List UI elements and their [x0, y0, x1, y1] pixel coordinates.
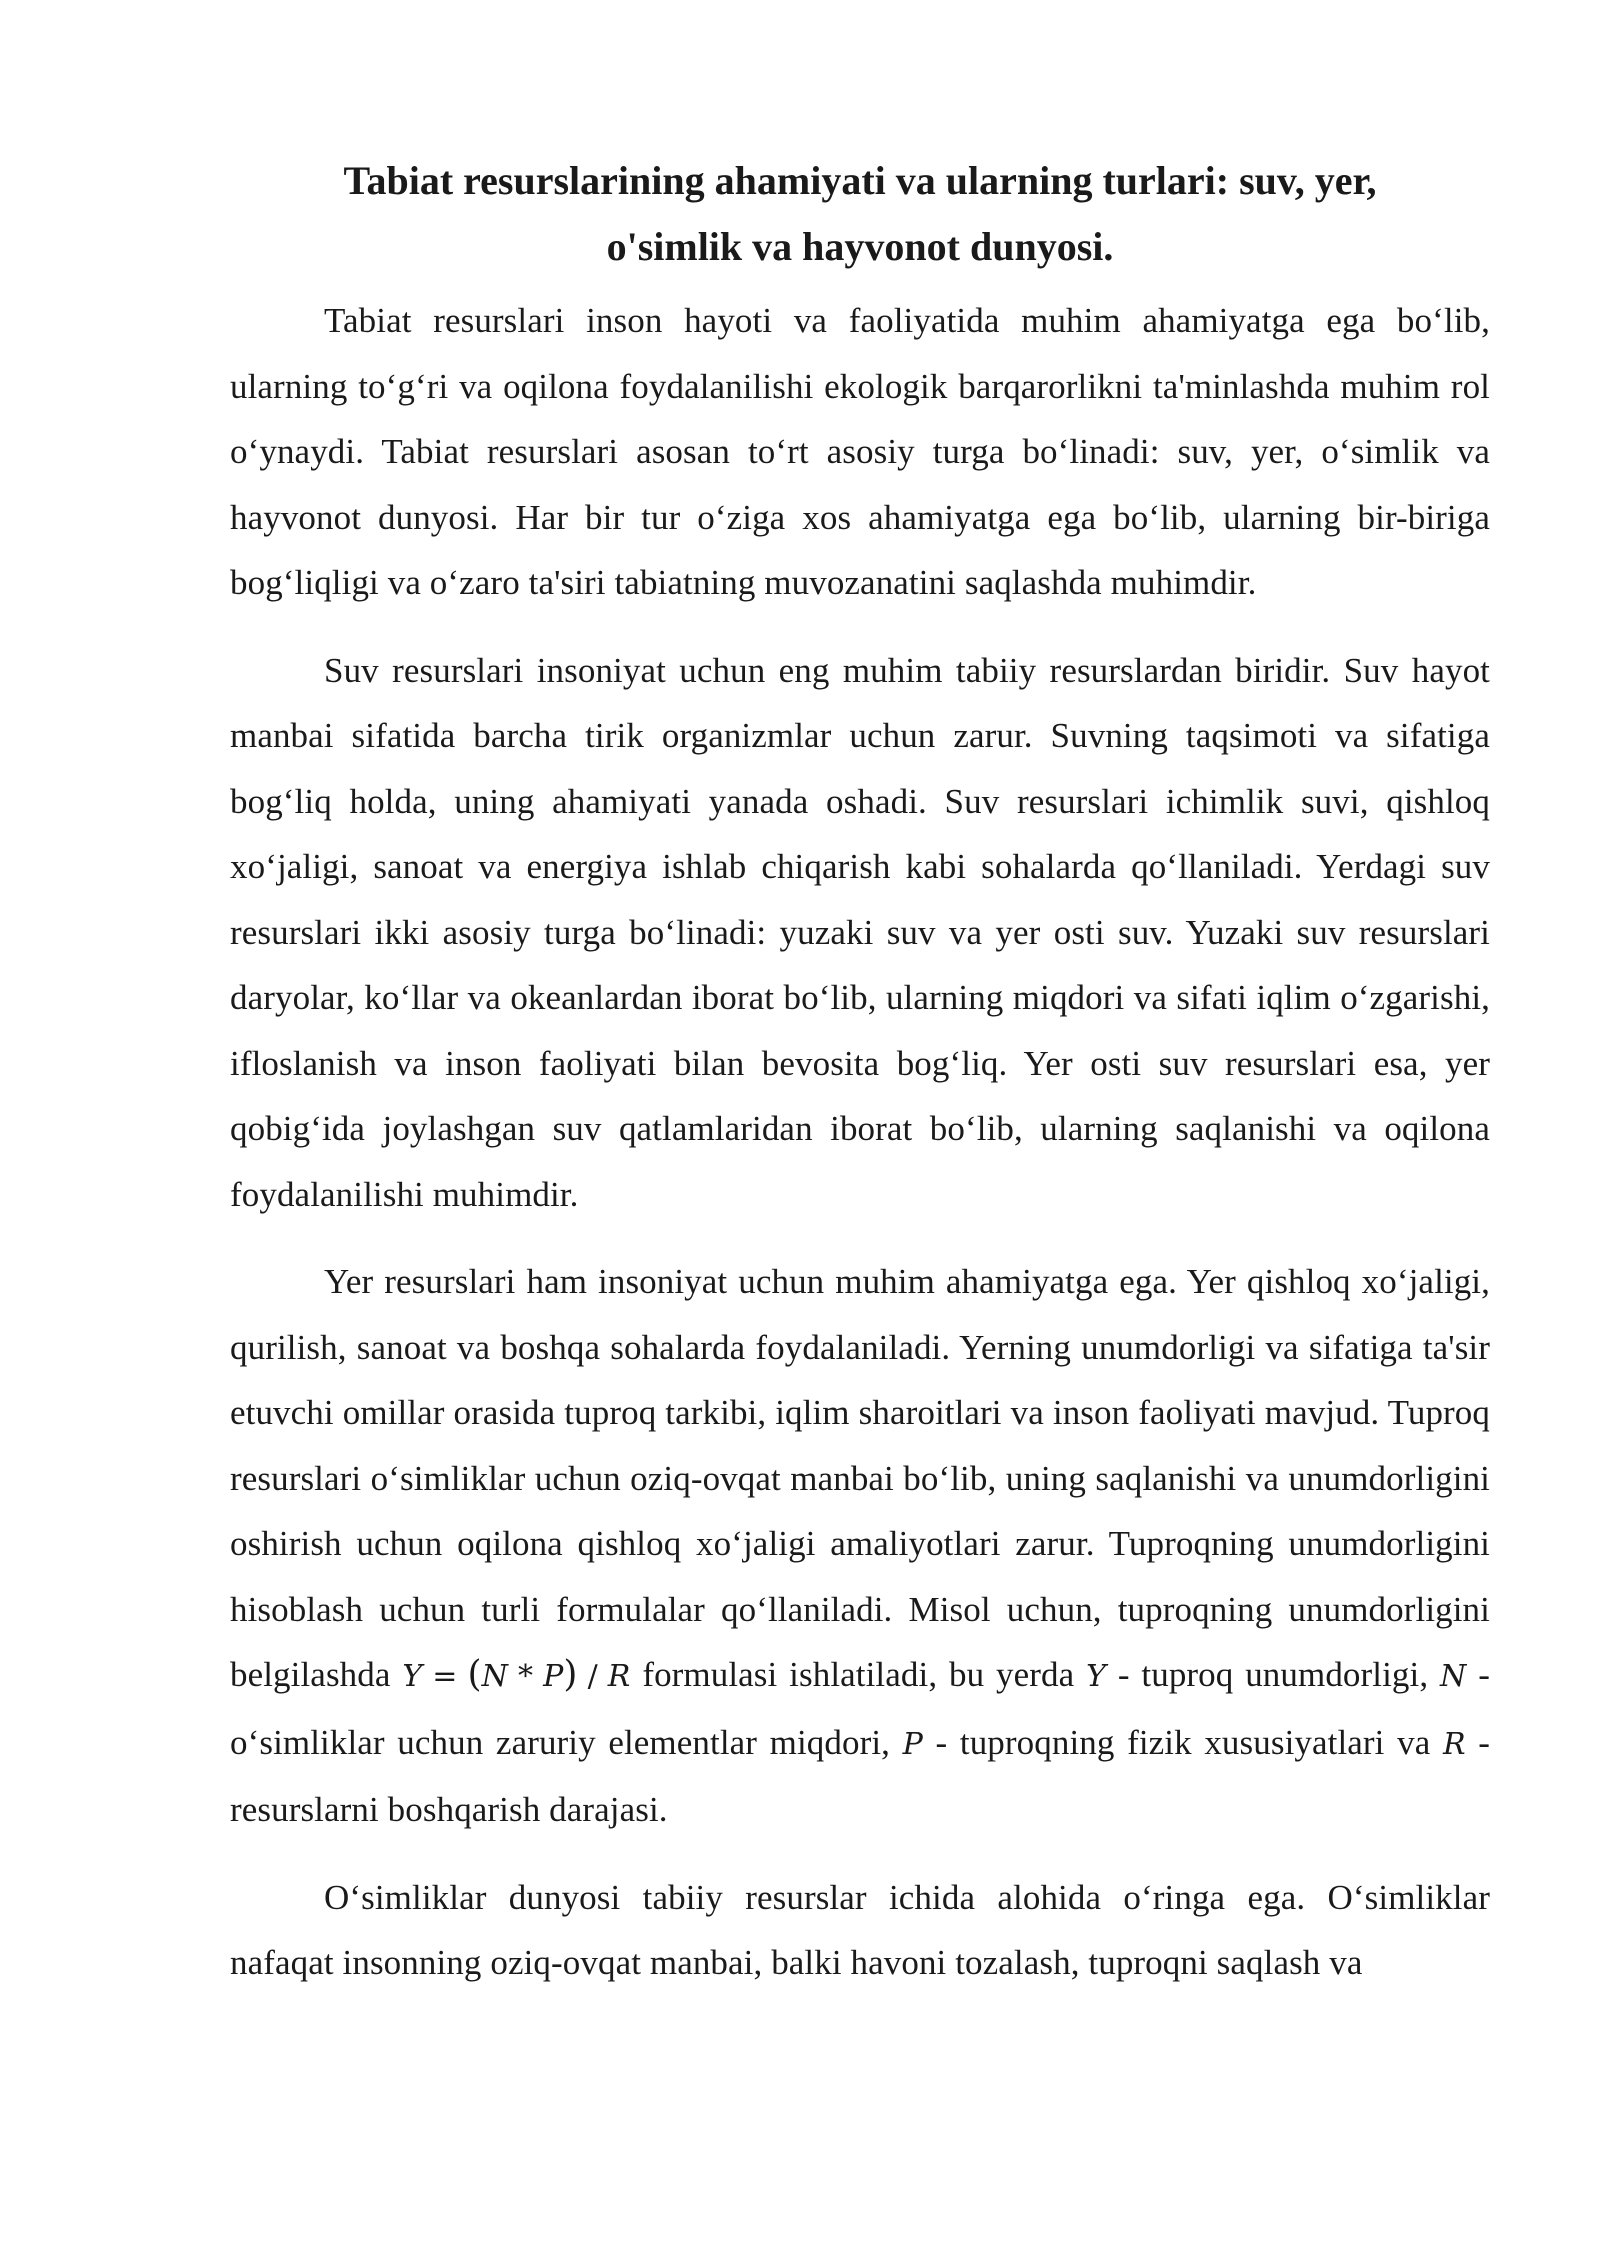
formula-equals: = [432, 1659, 458, 1694]
variable-y: Y [1086, 1659, 1106, 1694]
formula-n: N [481, 1659, 508, 1694]
land-text-4: - o‘simliklar uchun zaruriy elementlar miqdori, [230, 1655, 1490, 1762]
paragraph-plants: O‘simliklar dunyosi tabiiy resurslar ichida alohida o‘ringa ega. O‘simliklar nafaqat insonning oziq-ovqat manbai, balki havoni tozalash, tuproqni saqlash va [230, 1877, 1490, 1982]
fertility-formula [402, 1654, 631, 1695]
title-line-1: Tabiat resurslarining ahamiyati va ularning turlari: suv, yer, [343, 158, 1377, 203]
paragraph-water: Suv resurslari insoniyat uchun eng muhim tabiiy resurslardan biridir. Suv hayot manbai sifatida barcha tirik organizmlar uchun zarur. Suvning taqsimoti va sifatiga bog‘liq holda, uning ahamiyati yanada oshadi. Suv resurslari ichimlik suvi, qishloq xo‘jaligi, sanoat va energiya ishlab chiqarish kabi sohalarda qo‘llaniladi. Yerdagi suv resurslari ikki asosiy turga bo‘linadi: yuzaki suv va yer osti suv. Yuzaki suv resurslari daryolar, ko‘llar va okeanlardan iborat bo‘lib, ularning miqdori va sifati iqlim o‘zgarishi, ifloslanish va inson faoliyati bilan bevosita bog‘liq. Yer osti suv resurslari esa, yer qobig‘ida joylashgan suv qatlamlaridan iborat bo‘lib, ularning saqlanishi va oqilona foydalanilishi muhimdir. [230, 650, 1490, 1214]
formula-times: * [518, 1659, 534, 1694]
formula-r: R [607, 1659, 631, 1694]
document-title [230, 148, 1490, 280]
paragraph-intro: Tabiat resurslari inson hayoti va faoliyatida muhim ahamiyatga ega bo‘lib, ularning to‘g‘ri va oqilona foydalanilishi ekologik barqarorlikni ta'minlashda muhim rol o‘ynaydi. Tabiat resurslari asosan to‘rt asosiy turga bo‘linadi: suv, yer, o‘simlik va hayvonot dunyosi. Har bir tur o‘ziga xos ahamiyatga ega bo‘lib, ularning bir-biriga bog‘liqligi va o‘zaro ta'siri tabiatning muvozanatini saqlashda muhimdir. [230, 301, 1490, 602]
title-line-2: o'simlik va hayvonot dunyosi. [606, 224, 1114, 269]
land-text-2: formulasi ishlatiladi, bu yerda [630, 1655, 1087, 1694]
formula-y: Y [402, 1659, 423, 1694]
formula-rparen: ) [563, 1654, 578, 1695]
land-text-1: Yer resurslari ham insoniyat uchun muhim ahamiyatga ega. Yer qishloq xo‘jaligi, qurilish, sanoat va boshqa sohalarda foydalaniladi. Yerning unumdorligi va sifatiga ta'sir etuvchi omillar orasida tuproq tarkibi, iqlim sharoitlari va inson faoliyati mavjud. Tuproq resurslari o‘simliklar uchun oziq-ovqat manbai bo‘lib, uning saqlanishi va unumdorligini oshirish uchun oqilona qishloq xo‘jaligi amaliyotlari zarur. Tuproqning unumdorligini hisoblash uchun turli formulalar qo‘llaniladi. Misol uchun, tuproqning unumdorligini belgilashda [230, 1262, 1490, 1694]
land-text-3: - tuproq unumdorligi, [1105, 1655, 1441, 1694]
land-text-5: - tuproqning fizik xususiyatlari va [922, 1722, 1443, 1762]
variable-r: R [1442, 1726, 1466, 1762]
variable-p: P [902, 1726, 923, 1762]
variable-n: N [1440, 1659, 1467, 1694]
formula-lparen: ( [467, 1654, 482, 1695]
formula-divide: / [587, 1659, 598, 1694]
land-text-6: - resurslarni boshqarish darajasi. [230, 1722, 1491, 1829]
paragraph-land [230, 1249, 1490, 1843]
document-page [230, 130, 1490, 2018]
formula-p: P [543, 1659, 564, 1694]
